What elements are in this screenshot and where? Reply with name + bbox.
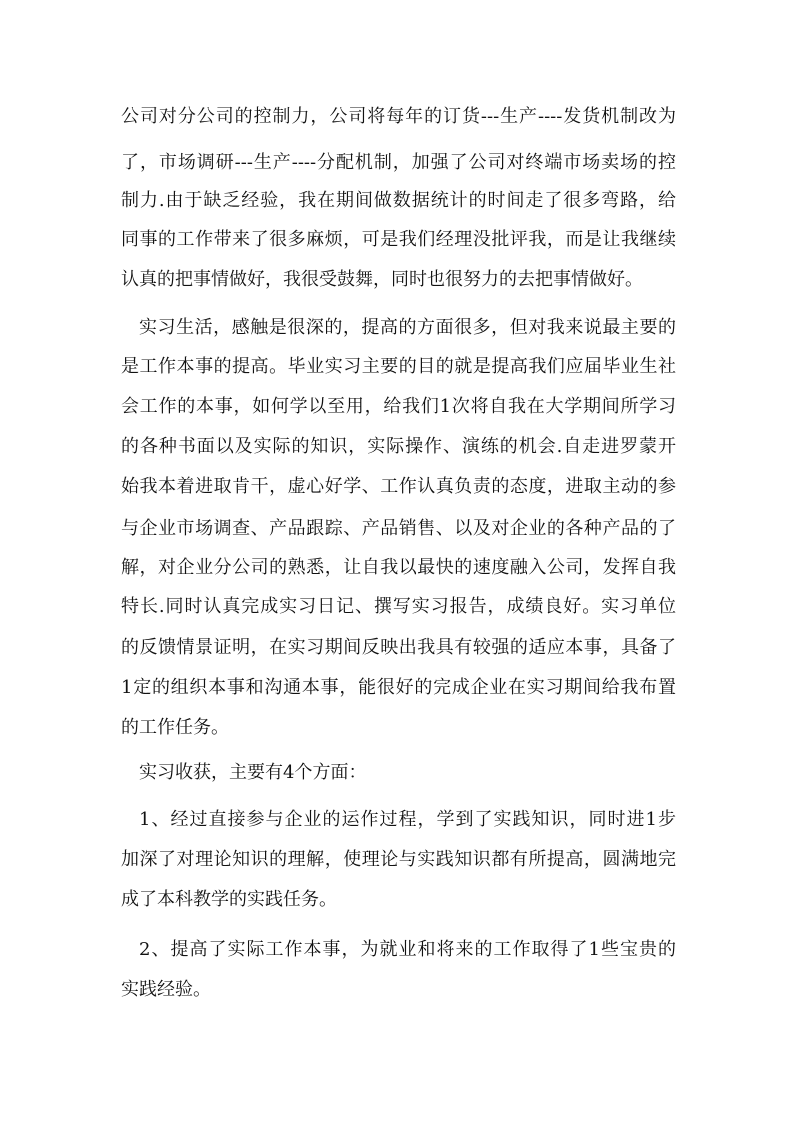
paragraph-2-line-9: 的反馈情景证明，在实习期间反映出我具有较强的适应本事，具备了 [121,637,676,658]
text-line-3: 制力.由于缺乏经验，我在期间做数据统计的时间走了很多弯路，给 [121,190,676,211]
gain-1-line-1: 1、经过直接参与企业的运作过程，学到了实践知识，同时进1步 [139,809,676,830]
text-line-4: 同事的工作带来了很多麻烦，可是我们经理没批评我，而是让我继续 [121,229,676,250]
paragraph-2-line-3: 会工作的本事，如何学以至用，给我们1次将自我在大学期间所学习 [121,396,676,417]
gain-2-line-1: 2、提高了实际工作本事，为就业和将来的工作取得了1些宝贵的 [139,939,676,960]
gain-1-line-2: 加深了对理论知识的理解，使理论与实践知识都有所提高，圆满地完 [121,849,676,870]
paragraph-2-line-1: 实习生活，感触是很深的，提高的方面很多，但对我来说最主要的 [139,317,676,338]
paragraph-2-line-10: 1定的组织本事和沟通本事，能很好的完成企业在实习期间给我布置 [121,677,676,698]
gain-1-line-3: 成了本科教学的实践任务。 [121,889,337,910]
gains-heading-line: 实习收获，主要有4个方面： [139,762,367,783]
paragraph-2-line-5: 始我本着进取肯干，虚心好学、工作认真负责的态度，进取主动的参 [121,476,676,497]
text-line-2: 了，市场调研---生产----分配机制，加强了公司对终端市场卖场的控 [121,152,676,173]
paragraph-2-line-4: 的各种书面以及实际的知识，实际操作、演练的机会.自走进罗蒙开 [121,436,676,457]
paragraph-2-line-11: 的工作任务。 [121,717,229,738]
paragraph-2-line-8: 特长.同时认真完成实习日记、撰写实习报告，成绩良好。实习单位 [121,596,676,617]
text-line-1: 公司对分公司的控制力，公司将每年的订货---生产----发货机制改为 [121,106,676,127]
paragraph-2-line-2: 是工作本事的提高。毕业实习主要的目的就是提高我们应届毕业生社 [121,356,676,377]
paragraph-2-line-7: 解，对企业分公司的熟悉，让自我以最快的速度融入公司，发挥自我 [121,557,676,578]
gain-2-line-2: 实践经验。 [121,979,211,1000]
paragraph-2-line-6: 与企业市场调查、产品跟踪、产品销售、以及对企业的各种产品的了 [121,518,676,539]
text-line-5: 认真的把事情做好，我很受鼓舞，同时也很努力的去把事情做好。 [121,269,643,290]
